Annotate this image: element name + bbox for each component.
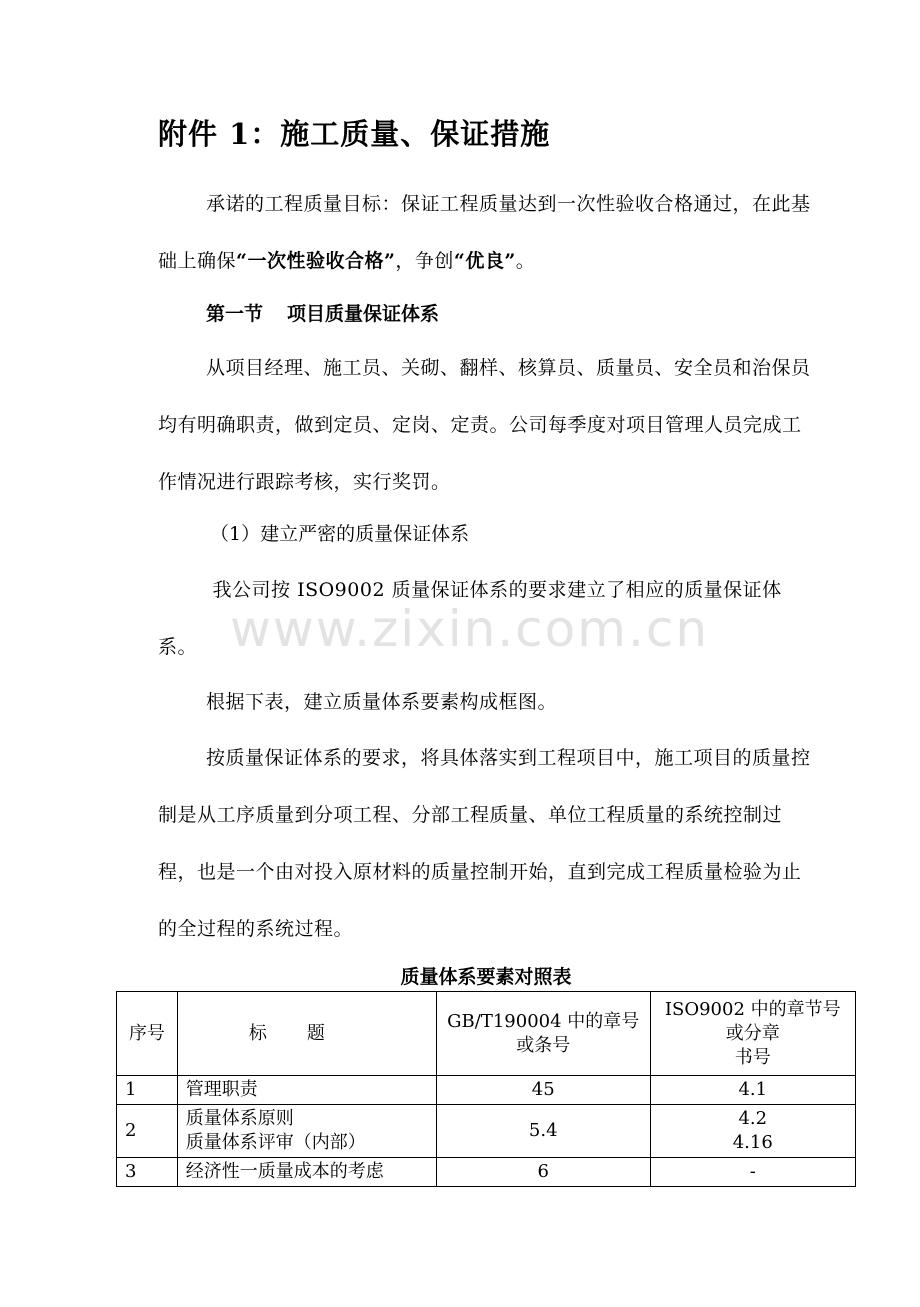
table-row [117,1076,856,1105]
header-gb: GB/T190004 中的章号或条号 [436,992,650,1076]
section-name: 项目质量保证体系 [287,303,440,325]
table-intro-paragraph [158,674,818,731]
row-title: 经济性一质量成本的考虑 [177,1158,436,1187]
row-gb: 6 [436,1158,650,1187]
system-control-text: 按质量保证体系的要求，将具体落实到工程项目中，施工项目的质量控制是从工序质量到分项工程、分部工程质量、单位工程质量的系统控制过程，也是一个由对投入原材料的质量控制开始，直到完成工程质量检验为止的全过程的系统过程。 [158,747,811,940]
row-iso-line-2: 4.16 [732,1132,773,1153]
table-row [117,1158,856,1187]
row-iso: 4.1 [650,1076,855,1105]
table-header-row [117,992,856,1076]
system-control-paragraph [158,730,818,958]
quality-goal-text-e: 。 [515,250,536,272]
row-gb: 45 [436,1076,650,1105]
header-no: 序号 [117,992,178,1076]
header-title-text: 标题 [248,1022,365,1044]
quality-goal-paragraph [158,176,818,290]
quality-goal-emphasis-2: “优良” [453,250,516,272]
section-number: 第一节 [206,303,264,325]
iso-text: 我公司按 ISO9002 质量保证体系的要求建立了相应的质量保证体系。 [158,579,782,658]
header-iso [650,992,855,1076]
row-gb: 5.4 [436,1105,650,1158]
header-iso-line-1: ISO9002 中的章节号或分章 [664,998,841,1044]
row-no: 3 [117,1158,178,1187]
responsibility-paragraph [158,340,818,511]
table-intro-text: 根据下表，建立质量体系要素构成框图。 [206,691,558,713]
row-iso-line-1: 4.2 [738,1108,768,1129]
quality-goal-text-c: ，争创 [395,250,454,272]
section-heading [206,286,439,343]
row-title [177,1105,436,1158]
row-no: 2 [117,1105,178,1158]
row-iso: - [650,1158,855,1187]
table-row [117,1105,856,1158]
quality-goal-text-a: 承诺的工程质量目标：保证工程质量达到一次性验收合格通过，在此基础上确保 [158,193,811,272]
row-title-line-1: 质量体系原则 [185,1108,294,1129]
row-title-line-2: 质量体系评审（内部） [185,1132,366,1153]
header-title [177,992,436,1076]
table-caption: 质量体系要素对照表 [400,966,572,988]
row-title: 管理职责 [177,1076,436,1105]
responsibility-text: 从项目经理、施工员、关砌、翻样、核算员、质量员、安全员和治保员均有明确职责，做到定员、定岗、定责。公司每季度对项目管理人员完成工作情况进行跟踪考核，实行奖罚。 [158,357,811,493]
subsection-heading: （1）建立严密的质量保证体系 [210,523,470,545]
row-no: 1 [117,1076,178,1105]
row-iso [650,1105,855,1158]
header-iso-line-2: 书号 [734,1046,771,1068]
quality-goal-emphasis-1: “一次性验收合格” [236,250,396,272]
watermark: www.zixin.com.cn [230,600,710,658]
quality-elements-table [116,991,856,1187]
page-title: 附件 1：施工质量、保证措施 [158,117,551,151]
